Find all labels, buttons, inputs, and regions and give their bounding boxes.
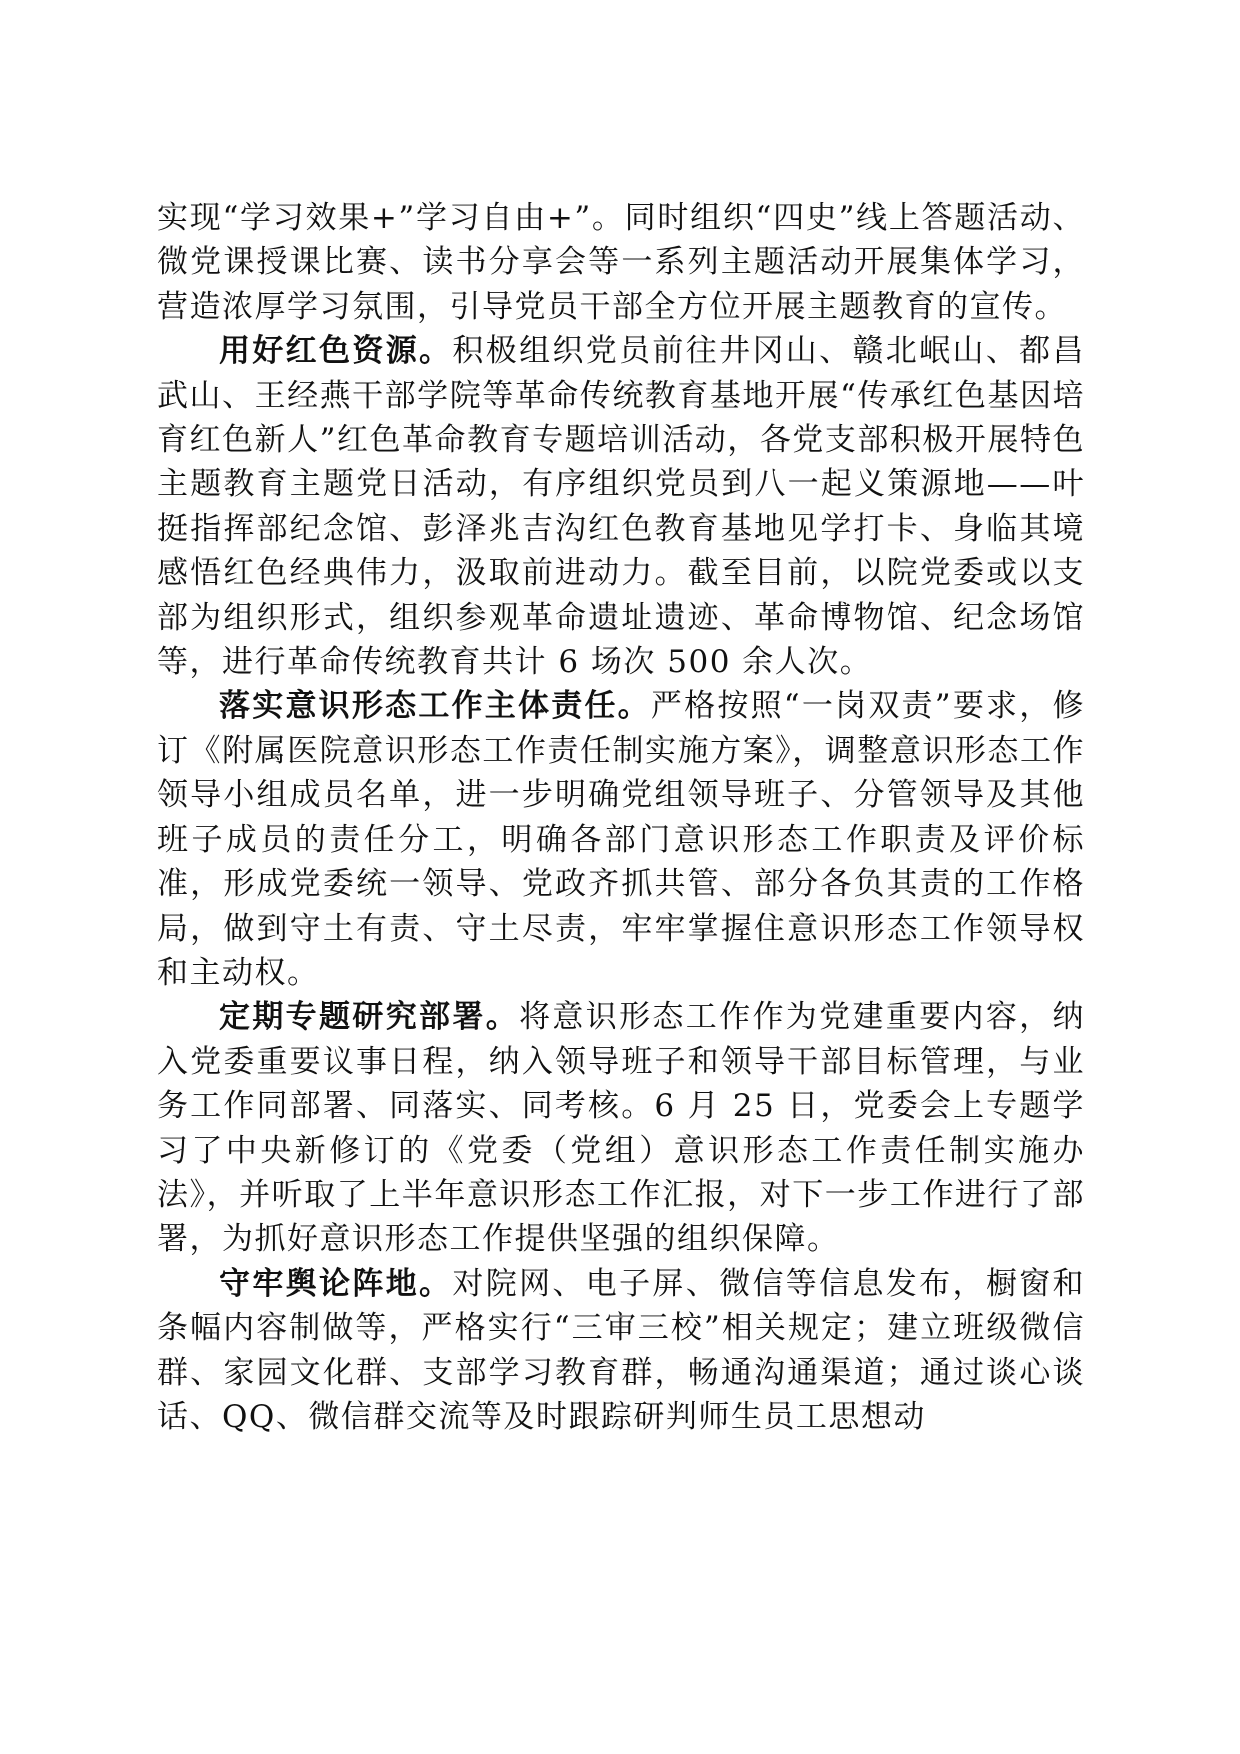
paragraph-heading: 落实意识形态工作主体责任。 [219,688,651,725]
paragraph-red-resources [157,329,1085,684]
paragraph-body: 对院网、电子屏、微信等信息发布，橱窗和条幅内容制做等，严格实行“三审三校”相关规定；建立班级微信群、家园文化群、支部学习教育群，畅通沟通渠道；通过谈心谈话、QQ、微信群交流等及时跟踪研判师生员工思想动 [157,1265,1086,1435]
paragraph-study-activities [157,196,1085,329]
paragraph-body: 将意识形态工作作为党建重要内容，纳入党委重要议事日程，纳入领导班子和领导干部目标管理，与业务工作同部署、同落实、同考核。6 月 25 日，党委会上专题学习了中央新修订的《党委（党组）意识形态工作责任制实施办法》，并听取了上半年意识形态工作汇报，对下一步工作进行了部署，为抓好意识形态工作提供坚强的组织保障。 [157,999,1086,1258]
paragraph-heading: 守牢舆论阵地。 [219,1265,453,1302]
paragraph-ideology-responsibility [157,684,1085,995]
paragraph-heading: 用好红色资源。 [219,333,453,370]
paragraph-regular-research [157,995,1085,1261]
paragraph-body: 积极组织党员前往井冈山、赣北岷山、都昌武山、王经燕干部学院等革命传统教育基地开展“传承红色基因培育红色新人”红色革命教育专题培训活动，各党支部积极开展特色主题教育主题党日活动，有序组织党员到八一起义策源地——叶挺指挥部纪念馆、彭泽兆吉沟红色教育基地见学打卡、身临其境感悟红色经典伟力，汲取前进动力。截至目前，以院党委或以支部为组织形式，组织参观革命遗址遗迹、革命博物馆、纪念场馆等，进行革命传统教育共计 6 场次 500 余人次。 [157,333,1086,681]
document-body [157,196,1085,1439]
paragraph-heading: 定期专题研究部署。 [219,999,520,1036]
paragraph-public-opinion [157,1262,1085,1440]
paragraph-body: 实现“学习效果+”学习自由+”。同时组织“四史”线上答题活动、微党课授课比赛、读书分享会等一系列主题活动开展集体学习，营造浓厚学习氛围，引导党员干部全方位开展主题教育的宣传。 [157,200,1085,325]
paragraph-body: 严格按照“一岗双责”要求，修订《附属医院意识形态工作责任制实施方案》，调整意识形态工作领导小组成员名单，进一步明确党组领导班子、分管领导及其他班子成员的责任分工，明确各部门意识形态工作职责及评价标准，形成党委统一领导、党政齐抓共管、部分各负其责的工作格局，做到守土有责、守土尽责，牢牢掌握住意识形态工作领导权和主动权。 [157,688,1085,991]
